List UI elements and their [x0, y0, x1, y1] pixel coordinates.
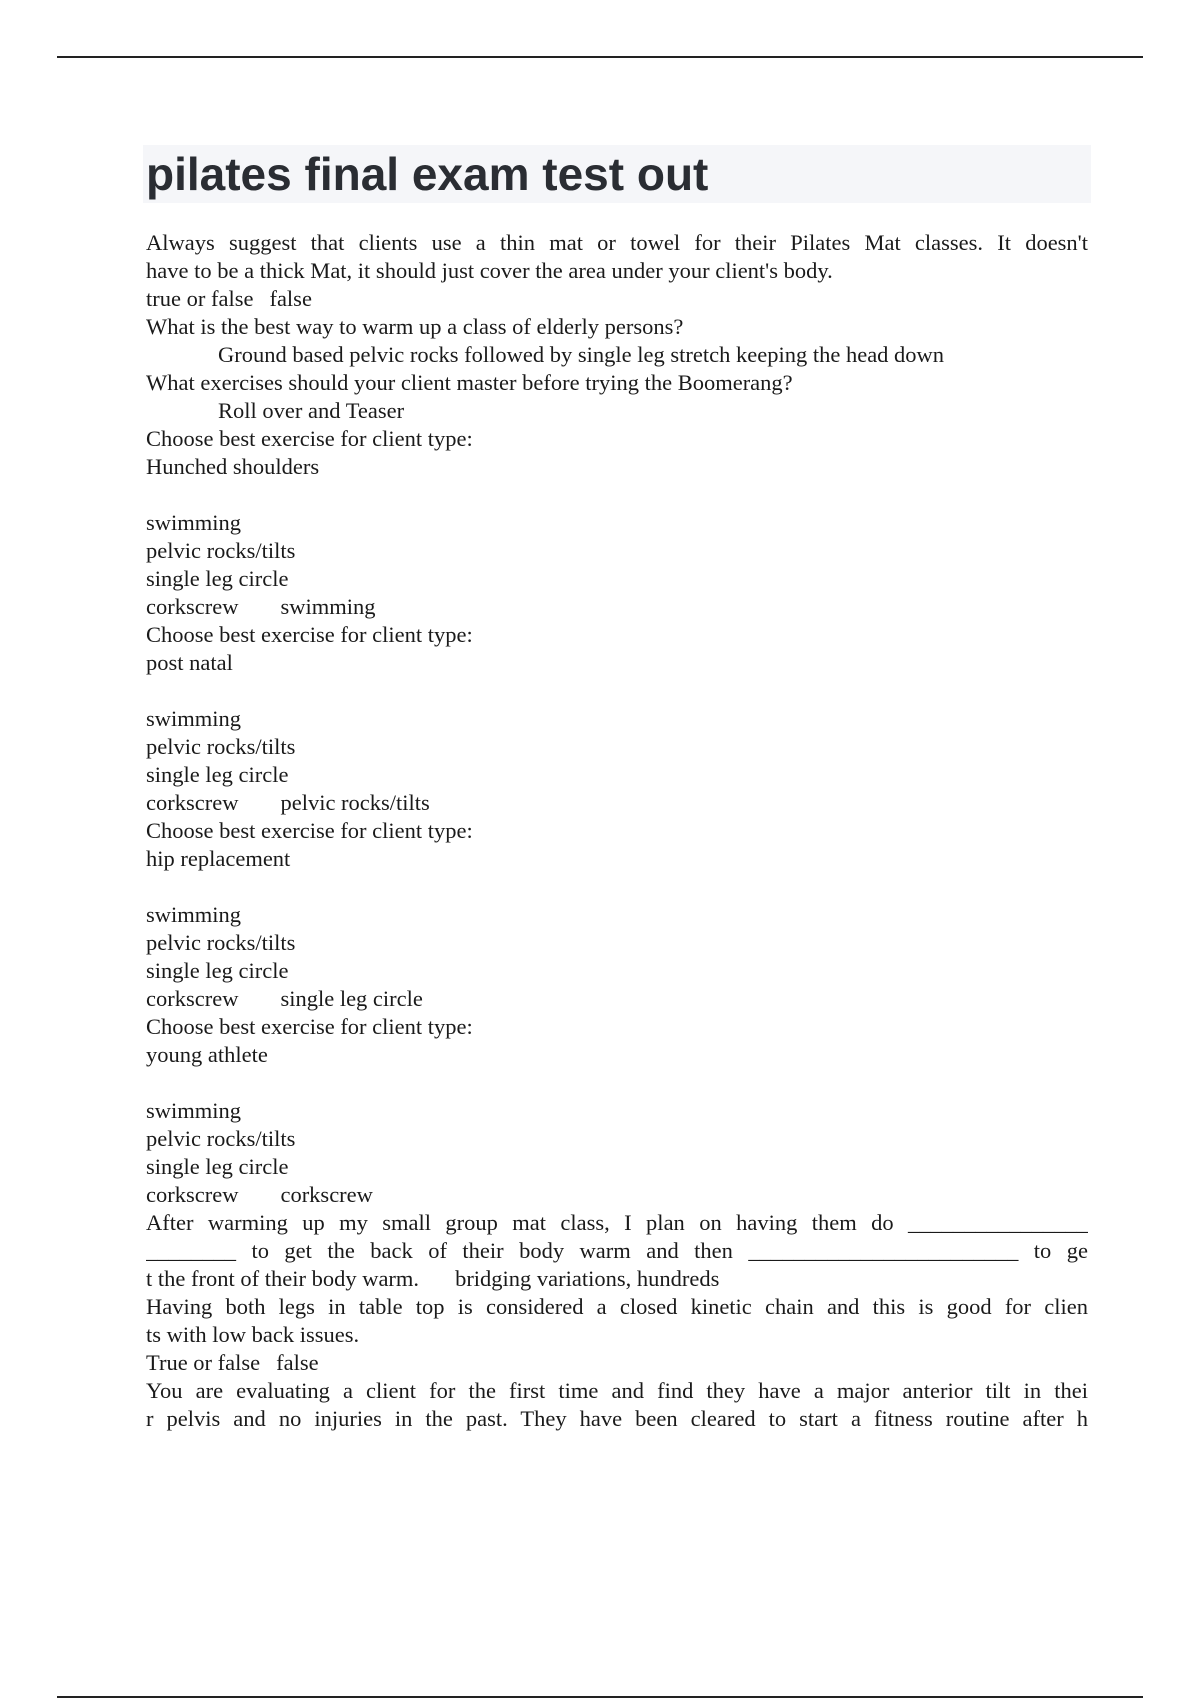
- page-title: pilates final exam test out: [146, 148, 709, 200]
- q2-question: What is the best way to warm up a class of elderly persons?: [146, 314, 684, 339]
- q3-question: What exercises should your client master before trying the Boomerang?: [146, 370, 793, 395]
- q8-line-3: t the front of their body warm.: [146, 1266, 420, 1291]
- q6-client-type: hip replacement: [146, 846, 291, 871]
- blank-line: [146, 873, 1088, 901]
- q9-line-1: Having both legs in table top is considered a closed kinetic chain and this is good for clien: [146, 1294, 1088, 1319]
- q5-last-option-line: [146, 789, 1088, 817]
- q5-option: single leg circle: [146, 762, 289, 787]
- q6-option: swimming: [146, 902, 242, 927]
- q1-answer: false: [269, 286, 312, 311]
- q6-option: single leg circle: [146, 958, 289, 983]
- q5-prompt: Choose best exercise for client type:: [146, 622, 473, 647]
- q10-line-2: r pelvis and no injuries in the past. They have been cleared to start a fitness routine after h: [146, 1406, 1088, 1431]
- q8-answer: bridging variations, hundreds: [455, 1266, 720, 1291]
- q10-line-1: You are evaluating a client for the first time and find they have a major anterior tilt in thei: [146, 1378, 1088, 1403]
- q7-option: corkscrew: [146, 1182, 239, 1207]
- q7-answer: corkscrew: [280, 1182, 373, 1207]
- q1-answer-line: [146, 285, 1088, 313]
- q1-line-2: have to be a thick Mat, it should just cover the area under your client's body.: [146, 258, 833, 283]
- q4-option: pelvic rocks/tilts: [146, 538, 296, 563]
- q4-option: swimming: [146, 510, 242, 535]
- q8-answer-line: [146, 1265, 1088, 1293]
- q4-client-type: Hunched shoulders: [146, 454, 320, 479]
- q6-prompt: Choose best exercise for client type:: [146, 818, 473, 843]
- q8-line-1: After warming up my small group mat class, I plan on having them do ________________: [146, 1210, 1088, 1235]
- blank-line: [146, 1069, 1088, 1097]
- q5-option: corkscrew: [146, 790, 239, 815]
- q6-option: pelvic rocks/tilts: [146, 930, 296, 955]
- q1-line-1: Always suggest that clients use a thin mat or towel for their Pilates Mat classes. It doesn't: [146, 230, 1088, 255]
- q3-answer: Roll over and Teaser: [218, 398, 405, 423]
- blank-line: [146, 481, 1088, 509]
- q7-option: single leg circle: [146, 1154, 289, 1179]
- q5-option: swimming: [146, 706, 242, 731]
- q7-option: swimming: [146, 1098, 242, 1123]
- q4-last-option-line: [146, 593, 1088, 621]
- q5-client-type: post natal: [146, 650, 233, 675]
- q7-prompt: Choose best exercise for client type:: [146, 1014, 473, 1039]
- q9-answer: false: [276, 1350, 319, 1375]
- document-body: [146, 229, 1088, 1433]
- blank-line: [146, 677, 1088, 705]
- q9-prompt: True or false: [146, 1350, 261, 1375]
- q6-option: corkscrew: [146, 986, 239, 1011]
- q9-answer-line: [146, 1349, 1088, 1377]
- q4-prompt: Choose best exercise for client type:: [146, 426, 473, 451]
- q5-option: pelvic rocks/tilts: [146, 734, 296, 759]
- q4-option: single leg circle: [146, 566, 289, 591]
- q7-last-option-line: [146, 1181, 1088, 1209]
- q6-answer: single leg circle: [280, 986, 423, 1011]
- q4-option: corkscrew: [146, 594, 239, 619]
- q7-option: pelvic rocks/tilts: [146, 1126, 296, 1151]
- q4-answer: swimming: [280, 594, 376, 619]
- q6-last-option-line: [146, 985, 1088, 1013]
- q2-answer: Ground based pelvic rocks followed by single leg stretch keeping the head down: [218, 342, 945, 367]
- q7-client-type: young athlete: [146, 1042, 268, 1067]
- top-rule: [57, 56, 1143, 58]
- bottom-rule: [57, 1696, 1143, 1698]
- q1-prompt: true or false: [146, 286, 254, 311]
- q9-line-2: ts with low back issues.: [146, 1322, 360, 1347]
- q8-line-2: ________ to get the back of their body warm and then ________________________ to ge: [146, 1238, 1088, 1263]
- q5-answer: pelvic rocks/tilts: [280, 790, 430, 815]
